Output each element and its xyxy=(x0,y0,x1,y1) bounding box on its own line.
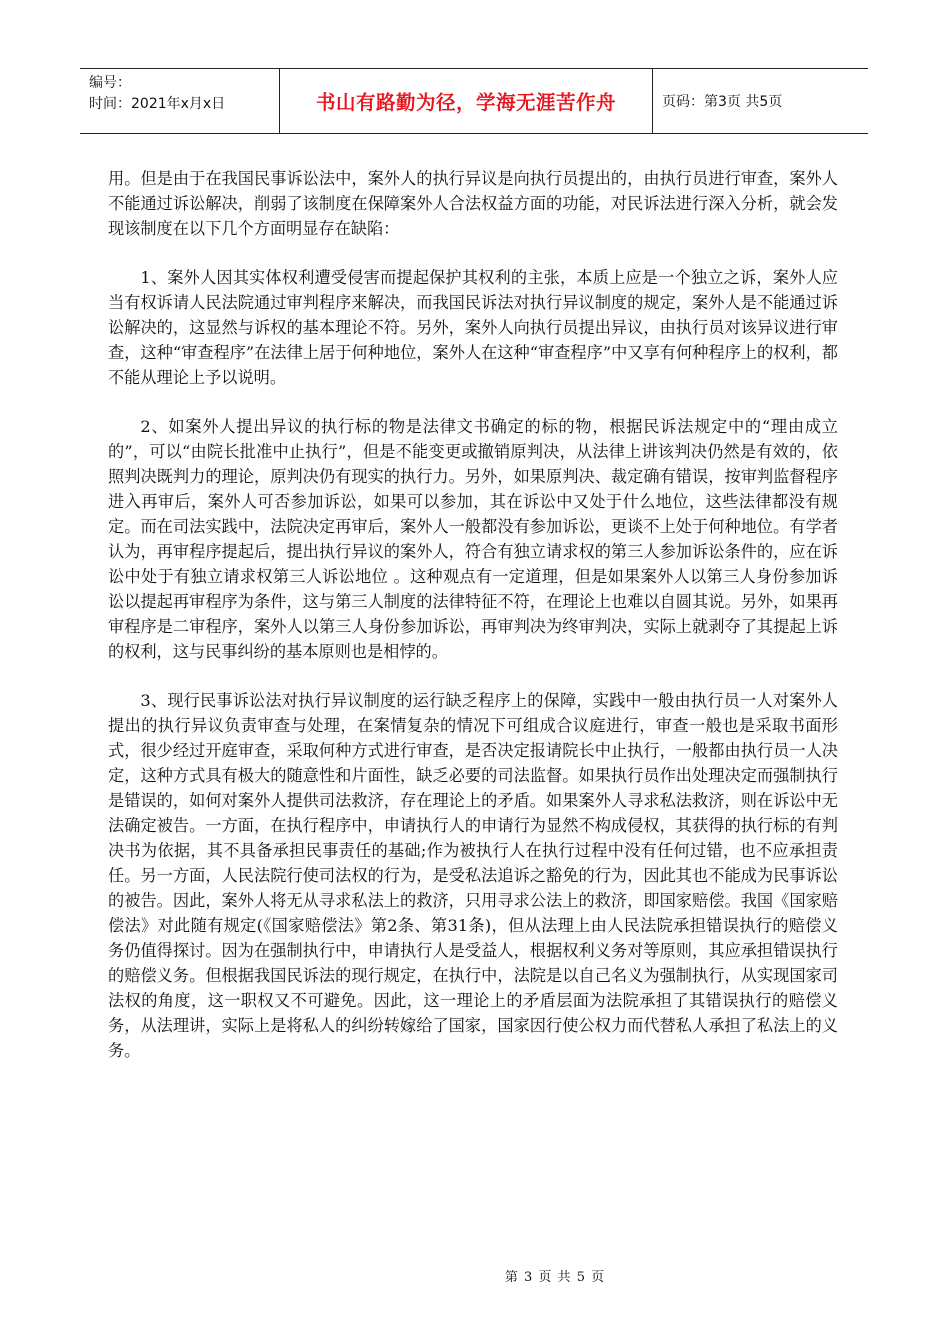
serial-label: 编号： xyxy=(89,75,131,91)
page-footer: 第 3 页 共 5 页 xyxy=(504,1270,606,1285)
page-header xyxy=(80,68,868,134)
document-body xyxy=(108,166,838,1087)
paragraph-continuation: 用。但是由于在我国民事诉讼法中，案外人的执行异议是向执行员提出的，由执行员进行审查，案外人不能通过诉讼解决，削弱了该制度在保障案外人合法权益方面的功能，对民诉法进行深入分析，就会发现该制度在以下几个方面明显存在缺陷： xyxy=(108,169,838,238)
paragraph-point-3: 3、现行民事诉讼法对执行异议制度的运行缺乏程序上的保障，实践中一般由执行员一人对案外人提出的执行异议负责审查与处理，在案情复杂的情况下可组成合议庭进行，审查一般也是采取书面形式，很少经过开庭审查，采取何种方式进行审查，是否决定报请院长中止执行，一般都由执行员一人决定，这种方式具有极大的随意性和片面性，缺乏必要的司法监督。如果执行员作出处理决定而强制执行是错误的，如何对案外人提供司法救济，存在理论上的矛盾。如果案外人寻求私法救济，则在诉讼中无法确定被告。一方面，在执行程序中，申请执行人的申请行为显然不构成侵权，其获得的执行标的有判决书为依据，其不具备承担民事责任的基础;作为被执行人在执行过程中没有任何过错，也不应承担责任。另一方面，人民法院行使司法权的行为，是受私法追诉之豁免的行为，因此其也不能成为民事诉讼的被告。因此，案外人将无从寻求私法上的救济，只用寻求公法上的救济，即国家赔偿。我国《国家赔偿法》对此随有规定(《国家赔偿法》第2条、第31条)，但从法理上由人民法院承担错误执行的赔偿义务仍值得探讨。因为在强制执行中，申请执行人是受益人，根据权利义务对等原则，其应承担错误执行的赔偿义务。但根据我国民诉法的现行规定，在执行中，法院是以自己名义为强制执行，从实现国家司法权的角度，这一职权又不可避免。因此，这一理论上的矛盾层面为法院承担了其错误执行的赔偿义务，从法理讲，实际上是将私人的纠纷转嫁给了国家，国家因行使公权力而代替私人承担了私法上的义务。 xyxy=(108,691,838,1060)
time-label: 时间：2021年x月x日 xyxy=(89,96,226,112)
header-motto: 书山有路勤为径，学海无涯苦作舟 xyxy=(279,69,653,133)
paragraph-point-1: 1、案外人因其实体权利遭受侵害而提起保护其权利的主张，本质上应是一个独立之诉，案外人应当有权诉请人民法院通过审判程序来解决，而我国民诉法对执行异议制度的规定，案外人是不能通过诉讼解决的，这显然与诉权的基本理论不符。另外，案外人向执行员提出异议，由执行员对该异议进行审查，这种“审查程序”在法律上居于何种地位，案外人在这种“审查程序”中又享有何种程序上的权利，都不能从理论上予以说明。 xyxy=(108,268,838,387)
paragraph-point-2: 2、如案外人提出异议的执行标的物是法律文书确定的标的物，根据民诉法规定中的“理由成立的”，可以“由院长批准中止执行”，但是不能变更或撤销原判决，从法律上讲该判决仍然是有效的，依照判决既判力的理论，原判决仍有现实的执行力。另外，如果原判决、裁定确有错误，按审判监督程序进入再审后，案外人可否参加诉讼，如果可以参加，其在诉讼中又处于什么地位，这些法律都没有规定。而在司法实践中，法院决定再审后，案外人一般都没有参加诉讼，更谈不上处于何种地位。有学者认为，再审程序提起后，提出执行异议的案外人，符合有独立请求权的第三人参加诉讼条件的，应在诉讼中处于有独立请求权第三人诉讼地位 。这种观点有一定道理，但是如果案外人以第三人身份参加诉讼以提起再审程序为条件，这与第三人制度的法律特征不符，在理论上也难以自圆其说。另外，如果再审程序是二审程序，案外人以第三人身份参加诉讼，再审判决为终审判决，实际上就剥夺了其提起上诉的权利，这与民事纠纷的基本原则也是相悖的。 xyxy=(108,417,838,661)
header-meta xyxy=(80,69,279,133)
header-page-info: 页码：第3页 共5页 xyxy=(662,94,783,110)
